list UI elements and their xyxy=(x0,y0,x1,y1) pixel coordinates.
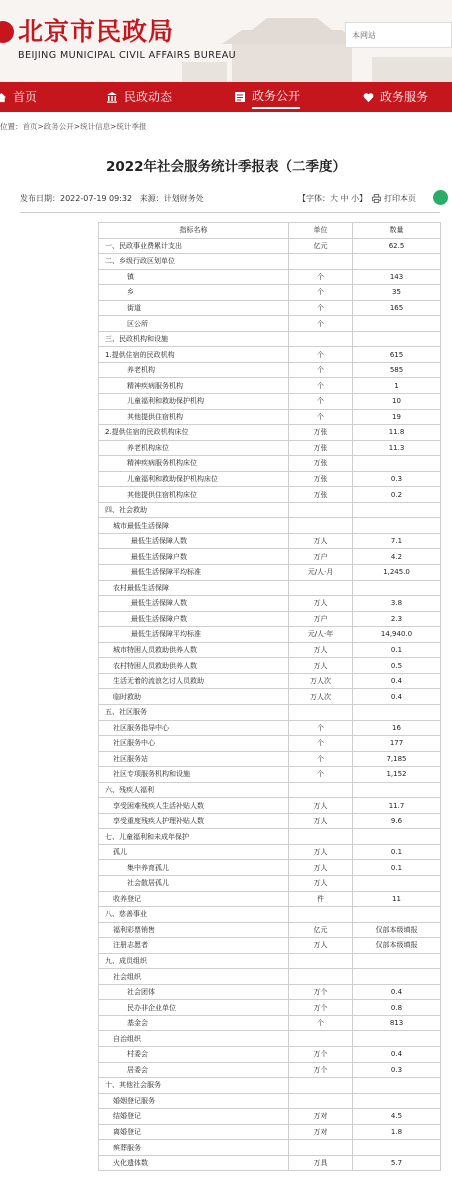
indicator-value xyxy=(353,580,441,596)
indicator-value: 11.8 xyxy=(353,425,441,441)
indicator-unit: 万对 xyxy=(289,1124,353,1140)
nav-label: 政务公开 xyxy=(252,85,300,109)
indicator-value: 0.5 xyxy=(353,658,441,674)
table-row xyxy=(99,984,441,1000)
indicator-name: 最低生活保障平均标准 xyxy=(99,565,289,581)
indicator-unit: 个 xyxy=(289,720,353,736)
table-header-row xyxy=(99,223,441,239)
indicator-unit: 个 xyxy=(289,269,353,285)
indicator-value xyxy=(353,907,441,923)
indicator-unit: 万人次 xyxy=(289,673,353,689)
indicator-name: 九、成员组织 xyxy=(99,953,289,969)
print-button[interactable] xyxy=(372,193,416,204)
indicator-value: 14,940.0 xyxy=(353,627,441,643)
indicator-unit: 万人 xyxy=(289,875,353,891)
table-row xyxy=(99,844,441,860)
column-header: 单位 xyxy=(289,223,353,239)
indicator-unit: 个 xyxy=(289,378,353,394)
indicator-value: 143 xyxy=(353,269,441,285)
indicator-name: 精神疾病服务机构 xyxy=(99,378,289,394)
indicator-unit: 万张 xyxy=(289,471,353,487)
indicator-unit: 万个 xyxy=(289,1062,353,1078)
table-row xyxy=(99,938,441,954)
indicator-value: 1,245.0 xyxy=(353,565,441,581)
nav-item-services[interactable] xyxy=(363,82,428,112)
heart-icon xyxy=(363,92,374,103)
indicator-unit: 个 xyxy=(289,300,353,316)
indicator-unit: 个 xyxy=(289,362,353,378)
table-row xyxy=(99,689,441,705)
search-placeholder: 本网站 xyxy=(352,31,376,40)
indicator-unit: 万个 xyxy=(289,1046,353,1062)
indicator-name: 村委会 xyxy=(99,1046,289,1062)
indicator-name: 社会团体 xyxy=(99,984,289,1000)
indicator-unit xyxy=(289,1078,353,1094)
source-value: 计划财务处 xyxy=(163,194,204,203)
indicator-unit: 万人 xyxy=(289,533,353,549)
table-row xyxy=(99,254,441,270)
indicator-value: 仅部本级填报 xyxy=(353,922,441,938)
indicator-name: 儿童福利和救助保护机构 xyxy=(99,394,289,410)
indicator-name: 儿童福利和救助保护机构床位 xyxy=(99,471,289,487)
indicator-name: 区公所 xyxy=(99,316,289,332)
breadcrumb-public-affairs[interactable]: 政务公开 xyxy=(43,122,74,131)
indicator-value: 0.8 xyxy=(353,1000,441,1016)
indicator-name: 一、民政事业费累计支出 xyxy=(99,238,289,254)
indicator-name: 十、其他社会服务 xyxy=(99,1078,289,1094)
indicator-value: 0.1 xyxy=(353,844,441,860)
divider xyxy=(20,212,440,213)
table-row xyxy=(99,1093,441,1109)
indicator-unit xyxy=(289,782,353,798)
column-header: 指标名称 xyxy=(99,223,289,239)
indicator-unit: 万人 xyxy=(289,844,353,860)
indicator-unit: 个 xyxy=(289,347,353,363)
table-row xyxy=(99,1046,441,1062)
indicator-name: 八、慈善事业 xyxy=(99,907,289,923)
indicator-name: 社区专项服务机构和设施 xyxy=(99,767,289,783)
table-row xyxy=(99,798,441,814)
breadcrumb-prefix: 位置： xyxy=(0,122,23,131)
table-row xyxy=(99,487,441,503)
nav-item-news[interactable] xyxy=(106,82,172,112)
table-row xyxy=(99,331,441,347)
indicator-name: 其他提供住宿机构床位 xyxy=(99,487,289,503)
indicator-name: 火化遗体数 xyxy=(99,1155,289,1171)
indicator-value: 0.3 xyxy=(353,1062,441,1078)
indicator-value xyxy=(353,829,441,845)
indicator-unit: 元/人·月 xyxy=(289,565,353,581)
indicator-name: 城市最低生活保障 xyxy=(99,518,289,534)
indicator-name: 社会组织 xyxy=(99,969,289,985)
table-row xyxy=(99,1000,441,1016)
indicator-unit xyxy=(289,953,353,969)
nav-item-public-affairs[interactable] xyxy=(234,82,300,112)
indicator-value: 615 xyxy=(353,347,441,363)
table-row xyxy=(99,502,441,518)
indicator-value xyxy=(353,518,441,534)
indicator-unit: 亿元 xyxy=(289,922,353,938)
indicator-name: 其他提供住宿机构 xyxy=(99,409,289,425)
indicator-value: 仅部本级填报 xyxy=(353,938,441,954)
nav-label: 政务服务 xyxy=(380,90,429,104)
indicator-value: 11 xyxy=(353,891,441,907)
indicator-unit xyxy=(289,254,353,270)
indicator-name: 居委会 xyxy=(99,1062,289,1078)
indicator-name: 城市特困人员救助供养人数 xyxy=(99,642,289,658)
breadcrumb xyxy=(0,121,146,132)
indicator-value: 2.3 xyxy=(353,611,441,627)
table-row xyxy=(99,347,441,363)
indicator-value: 19 xyxy=(353,409,441,425)
table-row xyxy=(99,736,441,752)
indicator-value xyxy=(353,456,441,472)
indicator-value: 0.1 xyxy=(353,860,441,876)
nav-label: 民政动态 xyxy=(124,90,173,104)
indicator-value: 4.5 xyxy=(353,1109,441,1125)
indicator-value xyxy=(353,875,441,891)
indicator-value: 7.1 xyxy=(353,533,441,549)
indicator-unit xyxy=(289,829,353,845)
indicator-unit xyxy=(289,704,353,720)
indicator-name: 婚姻登记服务 xyxy=(99,1093,289,1109)
indicator-value: 11.7 xyxy=(353,798,441,814)
indicator-unit: 个 xyxy=(289,285,353,301)
site-subtitle: BEIJING MUNICIPAL CIVIL AFFAIRS BUREAU xyxy=(18,50,237,61)
indicator-unit: 万户 xyxy=(289,549,353,565)
table-row xyxy=(99,1062,441,1078)
table-row xyxy=(99,860,441,876)
indicator-value: 0.2 xyxy=(353,487,441,503)
table-row xyxy=(99,533,441,549)
font-size-switcher xyxy=(298,193,367,204)
font-close: 】 xyxy=(359,194,368,203)
indicator-name: 注册志愿者 xyxy=(99,938,289,954)
indicator-name: 社区服务指导中心 xyxy=(99,720,289,736)
indicator-unit: 万户 xyxy=(289,611,353,627)
indicator-name: 最低生活保障户数 xyxy=(99,611,289,627)
indicator-unit: 万人 xyxy=(289,798,353,814)
page-title: 2022年社会服务统计季报表（二季度） xyxy=(105,159,347,175)
indicator-name: 五、社区服务 xyxy=(99,704,289,720)
table-row xyxy=(99,409,441,425)
table-row xyxy=(99,658,441,674)
indicator-name: 最低生活保障户数 xyxy=(99,549,289,565)
indicator-unit: 万个 xyxy=(289,1000,353,1016)
breadcrumb-statistics[interactable]: 统计信息 xyxy=(80,122,111,131)
indicator-value: 177 xyxy=(353,736,441,752)
table-row xyxy=(99,440,441,456)
home-icon xyxy=(0,92,7,103)
site-title[interactable]: 北京市民政局 xyxy=(18,17,175,46)
table-row xyxy=(99,953,441,969)
table-row xyxy=(99,269,441,285)
font-size-small[interactable]: 小 xyxy=(351,194,360,203)
indicator-value: 1 xyxy=(353,378,441,394)
indicator-value xyxy=(353,316,441,332)
indicator-unit xyxy=(289,580,353,596)
indicator-name: 离婚登记 xyxy=(99,1124,289,1140)
indicator-unit: 万张 xyxy=(289,456,353,472)
indicator-unit: 个 xyxy=(289,1015,353,1031)
wechat-share-icon[interactable] xyxy=(433,190,448,205)
table-row xyxy=(99,922,441,938)
indicator-unit: 万张 xyxy=(289,487,353,503)
indicator-unit: 万人 xyxy=(289,596,353,612)
table-row xyxy=(99,378,441,394)
indicator-name: 生活无着的流浪乞讨人员救助 xyxy=(99,673,289,689)
table-row xyxy=(99,720,441,736)
indicator-unit: 万人 xyxy=(289,813,353,829)
font-size-large[interactable]: 大 xyxy=(330,194,338,203)
table-row xyxy=(99,627,441,643)
statistics-table-wrap xyxy=(98,222,441,1171)
indicator-unit xyxy=(289,331,353,347)
indicator-name: 六、残疾人福利 xyxy=(99,782,289,798)
indicator-value: 10 xyxy=(353,394,441,410)
indicator-name: 二、乡级行政区划单位 xyxy=(99,254,289,270)
table-row xyxy=(99,1155,441,1171)
breadcrumb-home[interactable]: 首页 xyxy=(22,122,38,131)
indicator-unit: 万人 xyxy=(289,642,353,658)
indicator-value: 35 xyxy=(353,285,441,301)
indicator-name: 精神疾病服务机构床位 xyxy=(99,456,289,472)
table-row xyxy=(99,565,441,581)
indicator-name: 四、社会救助 xyxy=(99,502,289,518)
table-row xyxy=(99,456,441,472)
table-row xyxy=(99,891,441,907)
indicator-value: 165 xyxy=(353,300,441,316)
indicator-name: 街道 xyxy=(99,300,289,316)
indicator-unit: 个 xyxy=(289,409,353,425)
main-nav xyxy=(0,82,452,112)
table-row xyxy=(99,813,441,829)
table-row xyxy=(99,751,441,767)
indicator-value: 9.6 xyxy=(353,813,441,829)
table-row xyxy=(99,285,441,301)
indicator-value xyxy=(353,969,441,985)
indicator-name: 2.提供住宿的民政机构床位 xyxy=(99,425,289,441)
indicator-name: 自治组织 xyxy=(99,1031,289,1047)
indicator-name: 临时救助 xyxy=(99,689,289,705)
indicator-value xyxy=(353,1093,441,1109)
indicator-unit: 万人 xyxy=(289,860,353,876)
table-row xyxy=(99,829,441,845)
indicator-name: 享受重度残疾人护理补贴人数 xyxy=(99,813,289,829)
indicator-unit: 元/人·年 xyxy=(289,627,353,643)
indicator-unit xyxy=(289,502,353,518)
indicator-unit: 万对 xyxy=(289,1109,353,1125)
indicator-name: 基金会 xyxy=(99,1015,289,1031)
indicator-name: 最低生活保障人数 xyxy=(99,596,289,612)
indicator-name: 农村最低生活保障 xyxy=(99,580,289,596)
indicator-unit: 万个 xyxy=(289,984,353,1000)
breadcrumb-separator: > xyxy=(73,122,81,131)
indicator-unit xyxy=(289,907,353,923)
table-row xyxy=(99,1015,441,1031)
indicator-unit: 亿元 xyxy=(289,238,353,254)
indicator-unit: 个 xyxy=(289,316,353,332)
indicator-name: 养老机构 xyxy=(99,362,289,378)
table-row xyxy=(99,518,441,534)
printer-icon xyxy=(372,194,381,203)
table-row xyxy=(99,704,441,720)
document-icon xyxy=(234,91,246,103)
table-row xyxy=(99,1124,441,1140)
building-icon xyxy=(106,91,118,103)
font-label: 【字体： xyxy=(298,194,330,203)
indicator-value xyxy=(353,254,441,270)
indicator-value: 0.4 xyxy=(353,673,441,689)
indicator-unit: 万人 xyxy=(289,658,353,674)
emblem-icon xyxy=(0,12,14,52)
indicator-unit xyxy=(289,1031,353,1047)
indicator-name: 最低生活保障平均标准 xyxy=(99,627,289,643)
indicator-value xyxy=(353,953,441,969)
indicator-name: 七、儿童福利和未成年保护 xyxy=(99,829,289,845)
indicator-value: 11.3 xyxy=(353,440,441,456)
breadcrumb-separator: > xyxy=(110,122,117,131)
table-row xyxy=(99,767,441,783)
indicator-value xyxy=(353,331,441,347)
indicator-name: 民办非企业单位 xyxy=(99,1000,289,1016)
indicator-value xyxy=(353,782,441,798)
indicator-unit xyxy=(289,518,353,534)
table-row xyxy=(99,471,441,487)
indicator-name: 享受困难残疾人生活补贴人数 xyxy=(99,798,289,814)
indicator-value: 1,152 xyxy=(353,767,441,783)
indicator-name: 三、民政机构和设施 xyxy=(99,331,289,347)
indicator-unit xyxy=(289,1140,353,1156)
table-row xyxy=(99,300,441,316)
indicator-unit xyxy=(289,969,353,985)
nav-label: 首页 xyxy=(13,90,38,104)
indicator-name: 殡葬服务 xyxy=(99,1140,289,1156)
table-row xyxy=(99,907,441,923)
breadcrumb-separator: > xyxy=(37,122,44,131)
indicator-unit: 个 xyxy=(289,751,353,767)
indicator-value: 16 xyxy=(353,720,441,736)
indicator-unit: 个 xyxy=(289,767,353,783)
indicator-name: 最低生活保障人数 xyxy=(99,533,289,549)
search-input[interactable] xyxy=(345,22,452,48)
table-row xyxy=(99,782,441,798)
indicator-value: 0.1 xyxy=(353,642,441,658)
indicator-value: 585 xyxy=(353,362,441,378)
indicator-unit: 万张 xyxy=(289,440,353,456)
print-label: 打印本页 xyxy=(384,194,416,203)
indicator-value: 4.2 xyxy=(353,549,441,565)
indicator-name: 社会散居孤儿 xyxy=(99,875,289,891)
indicator-unit: 万人次 xyxy=(289,689,353,705)
indicator-name: 镇 xyxy=(99,269,289,285)
site-header xyxy=(0,0,452,82)
indicator-unit xyxy=(289,1093,353,1109)
indicator-value xyxy=(353,1140,441,1156)
indicator-value: 0.4 xyxy=(353,1046,441,1062)
font-size-medium[interactable]: 中 xyxy=(340,194,349,203)
table-row xyxy=(99,362,441,378)
table-row xyxy=(99,596,441,612)
indicator-unit: 万人 xyxy=(289,938,353,954)
source-label: 来源： xyxy=(139,194,164,203)
column-header: 数量 xyxy=(353,223,441,239)
indicator-unit: 个 xyxy=(289,394,353,410)
nav-item-home[interactable] xyxy=(0,82,37,112)
breadcrumb-quarterly[interactable]: 统计季报 xyxy=(116,122,147,131)
statistics-table xyxy=(98,222,441,1171)
indicator-name: 孤儿 xyxy=(99,844,289,860)
table-row xyxy=(99,1109,441,1125)
table-row xyxy=(99,1031,441,1047)
indicator-value: 813 xyxy=(353,1015,441,1031)
indicator-value: 0.3 xyxy=(353,471,441,487)
indicator-name: 1.提供住宿的民政机构 xyxy=(99,347,289,363)
indicator-value: 3.8 xyxy=(353,596,441,612)
table-row xyxy=(99,394,441,410)
indicator-value xyxy=(353,502,441,518)
indicator-name: 集中养育孤儿 xyxy=(99,860,289,876)
table-row xyxy=(99,549,441,565)
table-row xyxy=(99,1140,441,1156)
table-row xyxy=(99,580,441,596)
indicator-name: 养老机构床位 xyxy=(99,440,289,456)
indicator-name: 福利彩票销售 xyxy=(99,922,289,938)
table-row xyxy=(99,875,441,891)
indicator-name: 收养登记 xyxy=(99,891,289,907)
indicator-value xyxy=(353,1078,441,1094)
indicator-name: 社区服务中心 xyxy=(99,736,289,752)
article-meta xyxy=(20,193,204,204)
indicator-name: 结婚登记 xyxy=(99,1109,289,1125)
indicator-unit: 件 xyxy=(289,891,353,907)
indicator-value: 1.8 xyxy=(353,1124,441,1140)
date-label: 发布日期： xyxy=(20,194,60,203)
indicator-unit: 万张 xyxy=(289,425,353,441)
indicator-value: 0.4 xyxy=(353,984,441,1000)
table-row xyxy=(99,673,441,689)
indicator-name: 乡 xyxy=(99,285,289,301)
indicator-value xyxy=(353,704,441,720)
indicator-name: 社区服务站 xyxy=(99,751,289,767)
table-row xyxy=(99,642,441,658)
table-row xyxy=(99,969,441,985)
indicator-unit: 个 xyxy=(289,736,353,752)
table-row xyxy=(99,238,441,254)
table-row xyxy=(99,1078,441,1094)
table-row xyxy=(99,316,441,332)
table-row xyxy=(99,611,441,627)
table-body xyxy=(99,238,441,1171)
indicator-value: 62.5 xyxy=(353,238,441,254)
indicator-value: 7,185 xyxy=(353,751,441,767)
indicator-value: 0.4 xyxy=(353,689,441,705)
indicator-name: 农村特困人员救助供养人数 xyxy=(99,658,289,674)
table-row xyxy=(99,425,441,441)
indicator-value xyxy=(353,1031,441,1047)
indicator-value: 5.7 xyxy=(353,1155,441,1171)
publish-date: 2022-07-19 09:32 xyxy=(60,194,133,203)
indicator-unit: 万具 xyxy=(289,1155,353,1171)
